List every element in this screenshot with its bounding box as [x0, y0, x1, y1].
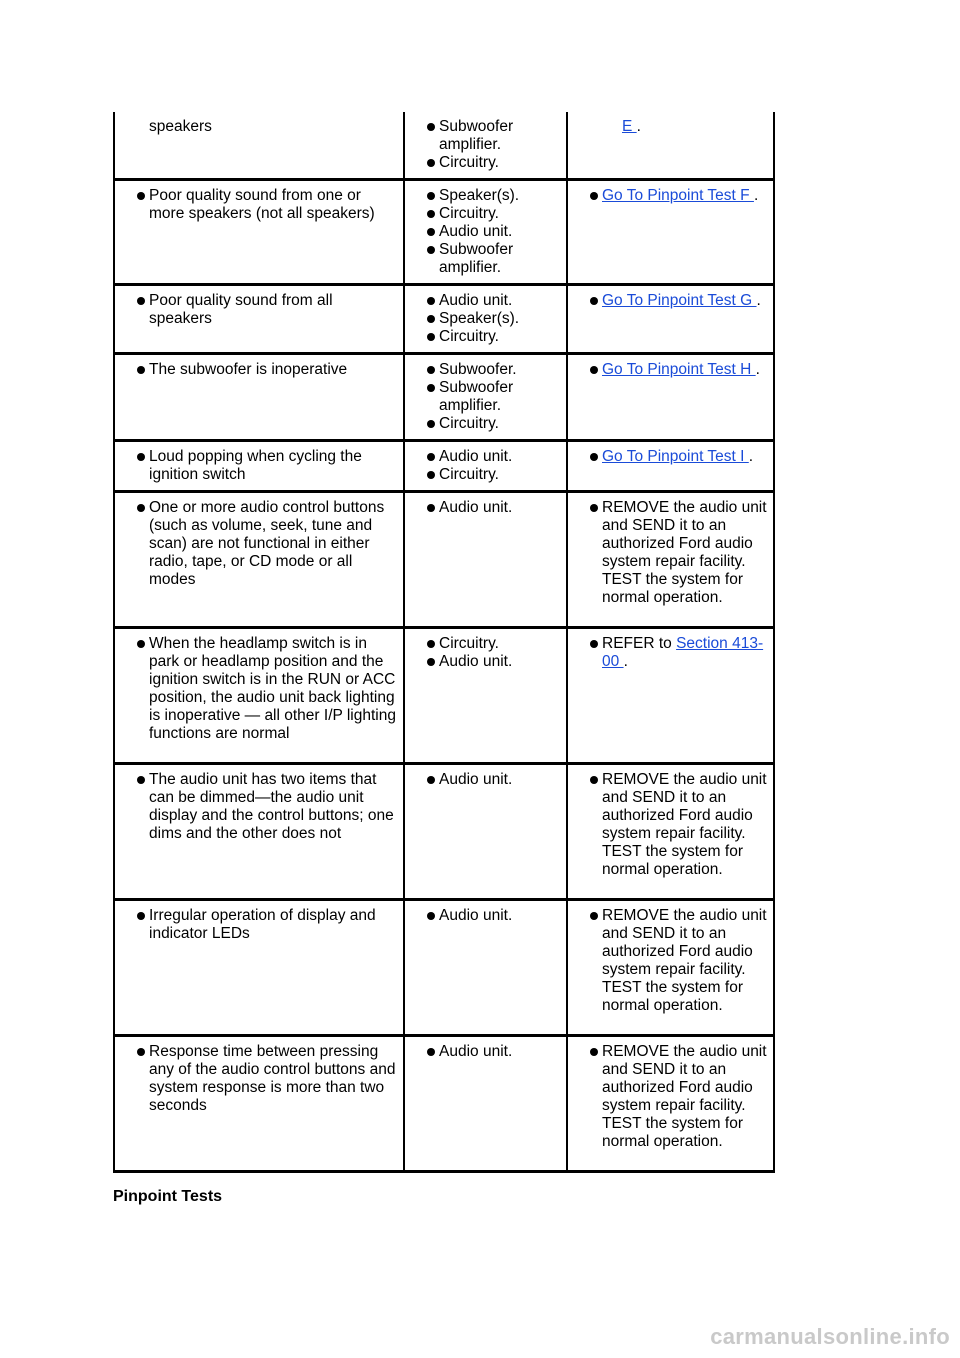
- possible-source-item: Audio unit.: [405, 499, 560, 517]
- pinpoint-test-link[interactable]: Section 413-00: [602, 635, 764, 670]
- possible-source-cell: [404, 900, 567, 1036]
- symptom-row: [114, 354, 774, 441]
- condition-text: One or more audio control buttons (such as volume, seek, tune and scan) are not functional in either radio, tape, or CD mode or all modes: [115, 499, 397, 589]
- pinpoint-test-link[interactable]: E: [622, 118, 637, 135]
- possible-source-item: Subwoofer amplifier.: [405, 241, 560, 277]
- action-cell: [567, 112, 774, 180]
- action-cell: [567, 354, 774, 441]
- action-text: [568, 292, 767, 310]
- action-suffix: .: [636, 118, 641, 135]
- possible-source-item: Circuitry.: [405, 415, 560, 433]
- action-suffix: .: [755, 361, 760, 378]
- possible-source-cell: [404, 441, 567, 492]
- possible-source-item: Audio unit.: [405, 653, 560, 671]
- symptom-row: [114, 1036, 774, 1172]
- action-cell: [567, 285, 774, 354]
- possible-source-item: Speaker(s).: [405, 310, 560, 328]
- condition-cell: [114, 1036, 404, 1172]
- possible-source-item: Subwoofer amplifier.: [405, 118, 560, 154]
- pinpoint-test-link[interactable]: Go To Pinpoint Test G: [602, 292, 757, 309]
- action-cell: [567, 180, 774, 285]
- condition-text: Loud popping when cycling the ignition switch: [115, 448, 397, 484]
- condition-cell: [114, 112, 404, 180]
- action-text: [568, 1043, 767, 1151]
- condition-cell: [114, 492, 404, 628]
- action-cell: [567, 900, 774, 1036]
- possible-source-cell: [404, 492, 567, 628]
- symptom-row: [114, 441, 774, 492]
- symptom-row: [114, 764, 774, 900]
- possible-source-cell: [404, 354, 567, 441]
- action-text: [568, 907, 767, 1015]
- action-suffix: .: [748, 448, 754, 465]
- action-suffix: .: [623, 653, 628, 670]
- symptom-row: [114, 900, 774, 1036]
- condition-text: Irregular operation of display and indicator LEDs: [115, 907, 397, 943]
- possible-source-item: Audio unit.: [405, 223, 560, 241]
- possible-source-item: Audio unit.: [405, 771, 560, 789]
- symptom-row: [114, 492, 774, 628]
- possible-source-cell: [404, 764, 567, 900]
- symptom-row: [114, 285, 774, 354]
- condition-cell: [114, 285, 404, 354]
- action-cell: [567, 492, 774, 628]
- action-cell: [567, 441, 774, 492]
- action-cell: [567, 1036, 774, 1172]
- symptom-chart-table: [113, 112, 775, 1173]
- possible-source-cell: [404, 628, 567, 764]
- pinpoint-test-link[interactable]: Go To Pinpoint Test I: [602, 448, 749, 465]
- possible-source-cell: [404, 285, 567, 354]
- possible-source-item: Circuitry.: [405, 205, 560, 223]
- possible-source-cell: [404, 180, 567, 285]
- possible-source-cell: [404, 112, 567, 180]
- possible-source-item: Circuitry.: [405, 635, 560, 653]
- pinpoint-test-link[interactable]: Go To Pinpoint Test H: [602, 361, 756, 378]
- symptom-row: [114, 180, 774, 285]
- condition-cell: [114, 628, 404, 764]
- symptom-row: [114, 112, 774, 180]
- action-instruction: REMOVE the audio unit and SEND it to an authorized Ford audio system repair facility. TEST the system for normal operation.: [602, 499, 767, 606]
- condition-text: speakers: [149, 118, 212, 135]
- possible-source-item: Circuitry.: [405, 328, 560, 346]
- section-heading: Pinpoint Tests: [113, 1188, 223, 1205]
- possible-source-cell: [404, 1036, 567, 1172]
- condition-cell: [114, 180, 404, 285]
- action-cell: [567, 764, 774, 900]
- condition-cell: [114, 354, 404, 441]
- possible-source-item: Audio unit.: [405, 448, 560, 466]
- action-text: [568, 187, 767, 205]
- possible-source-item: Subwoofer amplifier.: [405, 379, 560, 415]
- pinpoint-test-link[interactable]: Go To Pinpoint Test F: [602, 187, 754, 204]
- action-prefix: REFER to: [602, 635, 677, 652]
- possible-source-item: Circuitry.: [405, 466, 560, 484]
- action-suffix: .: [756, 292, 761, 309]
- condition-cell: [114, 441, 404, 492]
- action-text: [568, 361, 767, 379]
- possible-source-item: Subwoofer.: [405, 361, 560, 379]
- condition-cell: [114, 764, 404, 900]
- action-text: [568, 448, 767, 466]
- condition-text: The subwoofer is inoperative: [115, 361, 397, 379]
- condition-text: Poor quality sound from all speakers: [115, 292, 397, 328]
- action-cell: [567, 628, 774, 764]
- possible-source-item: Audio unit.: [405, 907, 560, 925]
- action-suffix: .: [753, 187, 759, 204]
- action-instruction: REMOVE the audio unit and SEND it to an authorized Ford audio system repair facility. TEST the system for normal operation.: [602, 907, 767, 1014]
- possible-source-item: Audio unit.: [405, 292, 560, 310]
- condition-cell: [114, 900, 404, 1036]
- condition-text: When the headlamp switch is in park or headlamp position and the ignition switch is in the RUN or ACC position, the audio unit back lighting is inoperative — all other I/P lighting functions are normal: [115, 635, 397, 743]
- possible-source-item: Audio unit.: [405, 1043, 560, 1061]
- action-instruction: REMOVE the audio unit and SEND it to an authorized Ford audio system repair facility. TEST the system for normal operation.: [602, 1043, 767, 1150]
- possible-source-item: Circuitry.: [405, 154, 560, 172]
- symptom-row: [114, 628, 774, 764]
- condition-text: Response time between pressing any of the audio control buttons and system response is more than two seconds: [115, 1043, 397, 1115]
- condition-text: The audio unit has two items that can be dimmed—the audio unit display and the control buttons; one dims and the other does not: [115, 771, 397, 843]
- action-text: [568, 771, 767, 879]
- action-text: [568, 499, 767, 607]
- action-instruction: REMOVE the audio unit and SEND it to an authorized Ford audio system repair facility. TEST the system for normal operation.: [602, 771, 767, 878]
- site-watermark: carmanualsonline.info: [710, 1324, 950, 1349]
- possible-source-item: Speaker(s).: [405, 187, 560, 205]
- action-text: [568, 118, 767, 136]
- condition-text: Poor quality sound from one or more speakers (not all speakers): [115, 187, 397, 223]
- action-text: [568, 635, 767, 671]
- symptom-chart-body: [114, 112, 774, 1172]
